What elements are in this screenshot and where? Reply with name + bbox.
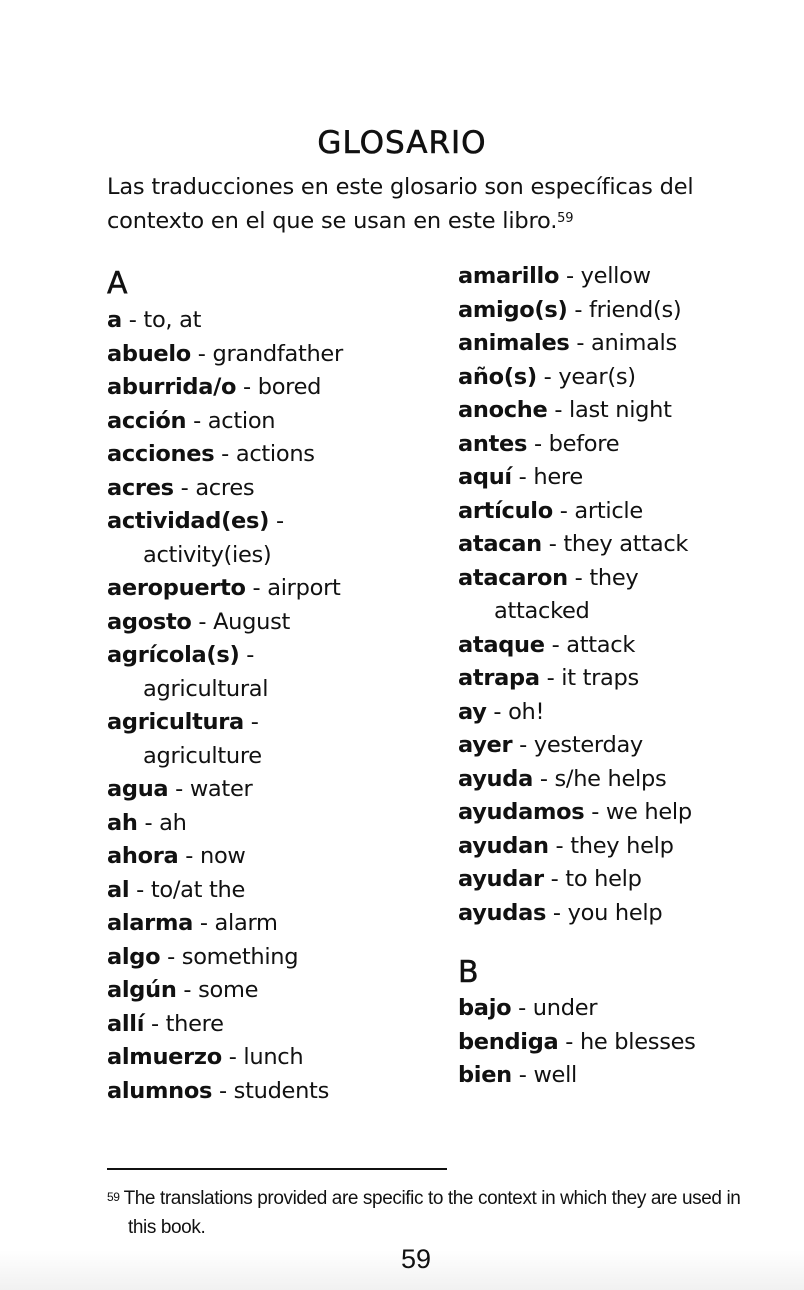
glossary-entry	[107, 706, 437, 773]
glossary-entry	[107, 472, 437, 506]
entry-separator: -	[532, 765, 555, 792]
entry-separator: -	[567, 564, 590, 591]
entry-definition: to help	[565, 866, 642, 892]
entry-term: ayudas	[458, 899, 547, 926]
glossary-entry	[458, 294, 758, 328]
entry-separator: -	[243, 709, 259, 735]
glossary-entry	[107, 1008, 437, 1042]
entry-definition-continued: attacked	[494, 598, 590, 624]
entry-definition: under	[532, 995, 598, 1021]
entry-definition: you help	[567, 899, 663, 926]
glossary-entry	[458, 1026, 758, 1060]
glossary-entry	[458, 428, 758, 462]
entry-definition: we help	[605, 799, 692, 825]
entry-term: algo	[107, 943, 161, 970]
entry-separator: -	[567, 296, 589, 323]
entry-separator: -	[160, 943, 182, 970]
entry-term: al	[107, 876, 130, 903]
entry-term: atacaron	[458, 564, 568, 591]
entry-term: amigo(s)	[458, 296, 568, 323]
glossary-entry	[458, 260, 758, 294]
entry-term: alarma	[107, 910, 194, 936]
entry-definition-continued: agriculture	[143, 742, 262, 769]
entry-term: ayudar	[458, 866, 544, 892]
entry-definition: they	[589, 564, 639, 591]
glossary-entry	[458, 729, 758, 763]
entry-term: ay	[458, 698, 487, 725]
entry-term: aburrida/o	[107, 374, 237, 400]
glossary-entry	[458, 863, 758, 897]
entry-term: aquí	[458, 464, 512, 490]
entry-term: acres	[107, 474, 174, 501]
glossary-entry	[107, 606, 437, 640]
entry-separator: -	[221, 1044, 244, 1070]
glossary-column-left	[107, 264, 437, 1108]
entry-separator: -	[193, 910, 215, 936]
entry-term: a	[107, 307, 122, 333]
entry-term: acciones	[107, 441, 215, 467]
entry-definition: it traps	[561, 665, 639, 691]
entry-separator: -	[214, 441, 236, 467]
entry-definition: they attack	[563, 531, 689, 557]
entry-separator: -	[569, 330, 592, 356]
entry-term: bajo	[458, 995, 512, 1021]
entry-definition: oh!	[508, 698, 545, 725]
entry-definition: lunch	[243, 1044, 304, 1070]
entry-definition: yesterday	[533, 732, 643, 758]
entry-term: antes	[458, 430, 528, 457]
glossary-entry	[107, 1041, 437, 1075]
entry-term: ayuda	[458, 765, 533, 792]
entry-list-a-right	[458, 260, 758, 930]
glossary-entry	[458, 361, 758, 395]
entry-term: animales	[458, 330, 570, 356]
glossary-entry	[458, 1059, 758, 1093]
glossary-entry	[458, 528, 758, 562]
section-letter-b: B	[458, 955, 479, 990]
entry-term: ataque	[458, 631, 545, 658]
entry-definition: students	[233, 1077, 330, 1104]
entry-term: amarillo	[458, 263, 560, 289]
entry-definition: grandfather	[212, 340, 343, 367]
entry-term: agricultura	[107, 709, 244, 735]
entry-separator: -	[144, 1010, 166, 1037]
entry-definition: before	[548, 430, 620, 457]
entry-term: año(s)	[458, 363, 537, 390]
entry-separator: -	[546, 899, 568, 926]
glossary-entry	[107, 807, 437, 841]
entry-separator: -	[559, 263, 581, 289]
entry-term: artículo	[458, 497, 553, 524]
entry-separator: -	[236, 374, 258, 400]
entry-separator: -	[186, 407, 208, 434]
glossary-entry	[107, 304, 437, 338]
entry-definition: something	[181, 943, 299, 970]
glossary-column-right	[458, 260, 758, 1093]
entry-definition: to, at	[143, 307, 202, 333]
entry-separator: -	[191, 608, 214, 635]
glossary-entry	[107, 405, 437, 439]
entry-term: agua	[107, 776, 169, 802]
page-title: GLOSARIO	[317, 124, 487, 161]
entry-separator: -	[486, 698, 509, 725]
entry-definition: they help	[570, 832, 674, 859]
entry-term: aeropuerto	[107, 575, 246, 601]
entry-definition: year(s)	[558, 363, 636, 390]
entry-separator: -	[511, 995, 533, 1021]
entry-separator: -	[168, 776, 190, 802]
glossary-entry	[107, 438, 437, 472]
glossary-entry	[107, 840, 437, 874]
glossary-entry	[458, 562, 758, 629]
glossary-entry	[458, 495, 758, 529]
entry-definition: attack	[566, 631, 636, 658]
entry-separator: -	[511, 464, 534, 490]
entry-definition: now	[199, 843, 246, 869]
entry-separator: -	[212, 1077, 234, 1104]
entry-definition: here	[533, 464, 583, 490]
entry-separator: -	[137, 809, 160, 836]
glossary-entry	[458, 763, 758, 797]
entry-separator: -	[176, 977, 199, 1003]
section-letter-a: A	[107, 266, 128, 301]
entry-definition: water	[189, 776, 253, 802]
entry-definition-continued: agricultural	[143, 675, 269, 702]
entry-term: atacan	[458, 531, 542, 557]
entry-definition: bored	[257, 374, 322, 400]
intro-text: Las traducciones en este glosario son específicas del contexto en el que se usan en este libro.	[107, 174, 694, 234]
glossary-entry	[458, 830, 758, 864]
entry-list-a-left	[107, 304, 437, 1108]
glossary-entry	[107, 639, 437, 706]
entry-term: abuelo	[107, 340, 191, 367]
entry-definition: he blesses	[579, 1028, 696, 1055]
entry-definition: last night	[569, 397, 672, 423]
footnote-reference[interactable]: 59	[557, 211, 574, 226]
glossary-entry	[107, 338, 437, 372]
glossary-entry	[458, 696, 758, 730]
entry-definition: airport	[267, 575, 341, 601]
entry-separator: -	[558, 1028, 580, 1055]
glossary-entry	[458, 897, 758, 931]
entry-term: actividad(es)	[107, 508, 270, 534]
entry-definition: article	[574, 497, 643, 524]
page-number: 59	[400, 1244, 432, 1274]
entry-separator: -	[245, 575, 268, 601]
entry-separator: -	[539, 665, 562, 691]
footnote-divider	[107, 1168, 447, 1170]
entry-term: ayudan	[458, 832, 549, 859]
glossary-entry	[107, 572, 437, 606]
glossary-entry	[107, 974, 437, 1008]
entry-separator: -	[121, 307, 144, 333]
glossary-entry	[458, 629, 758, 663]
entry-term: algún	[107, 977, 177, 1003]
entry-definition: acres	[195, 474, 255, 501]
entry-definition: August	[213, 608, 291, 635]
glossary-entry	[458, 662, 758, 696]
entry-term: anoche	[458, 397, 548, 423]
glossary-entry	[107, 773, 437, 807]
entry-definition: to/at the	[150, 876, 245, 903]
entry-separator: -	[239, 642, 255, 668]
entry-definition: there	[165, 1010, 224, 1037]
glossary-entry	[458, 461, 758, 495]
entry-separator: -	[511, 1062, 534, 1088]
entry-definition: some	[198, 977, 259, 1003]
entry-separator: -	[129, 876, 151, 903]
entry-definition: yellow	[580, 263, 651, 289]
glossary-entry	[458, 394, 758, 428]
entry-separator: -	[584, 799, 606, 825]
entry-separator: -	[269, 508, 284, 534]
entry-term: agrícola(s)	[107, 642, 240, 668]
entry-term: ahora	[107, 843, 179, 869]
entry-separator: -	[547, 397, 570, 423]
entry-separator: -	[527, 430, 549, 457]
entry-definition: s/he helps	[554, 765, 667, 792]
intro-paragraph	[107, 170, 747, 238]
entry-separator: -	[543, 866, 566, 892]
entry-separator: -	[512, 732, 534, 758]
entry-term: ah	[107, 809, 138, 836]
entry-list-b	[458, 992, 758, 1093]
entry-definition: friend(s)	[589, 296, 682, 323]
entry-definition: animals	[591, 330, 677, 356]
entry-separator: -	[552, 497, 575, 524]
entry-term: acción	[107, 407, 187, 434]
footnote-text: The translations provided are specific to the context in which they are used in this book.	[123, 1188, 741, 1238]
entry-separator: -	[544, 631, 567, 658]
glossary-entry	[458, 992, 758, 1026]
glossary-entry	[458, 796, 758, 830]
entry-definition-continued: activity(ies)	[143, 541, 272, 568]
glossary-entry	[458, 327, 758, 361]
entry-term: ayer	[458, 732, 513, 758]
entry-term: atrapa	[458, 665, 540, 691]
entry-separator: -	[541, 531, 564, 557]
entry-definition: actions	[235, 441, 315, 467]
entry-term: alumnos	[107, 1077, 213, 1104]
entry-separator: -	[536, 363, 559, 390]
entry-term: agosto	[107, 608, 192, 635]
entry-term: ayudamos	[458, 799, 585, 825]
entry-term: bendiga	[458, 1028, 559, 1055]
footnote-number: 59	[107, 1190, 120, 1204]
entry-term: almuerzo	[107, 1044, 222, 1070]
entry-definition: well	[533, 1062, 577, 1088]
glossary-entry	[107, 1075, 437, 1109]
entry-separator: -	[173, 474, 196, 501]
entry-definition: ah	[159, 809, 187, 836]
entry-separator: -	[548, 832, 571, 859]
glossary-entry	[107, 907, 437, 941]
glossary-entry	[107, 941, 437, 975]
glossary-entry	[107, 505, 437, 572]
glossary-entry	[107, 371, 437, 405]
entry-separator: -	[178, 843, 200, 869]
entry-separator: -	[190, 340, 213, 367]
footnote	[107, 1184, 768, 1242]
entry-definition: alarm	[214, 910, 278, 936]
glossary-entry	[107, 874, 437, 908]
entry-definition: action	[207, 407, 276, 434]
entry-term: allí	[107, 1010, 145, 1037]
entry-term: bien	[458, 1062, 512, 1088]
